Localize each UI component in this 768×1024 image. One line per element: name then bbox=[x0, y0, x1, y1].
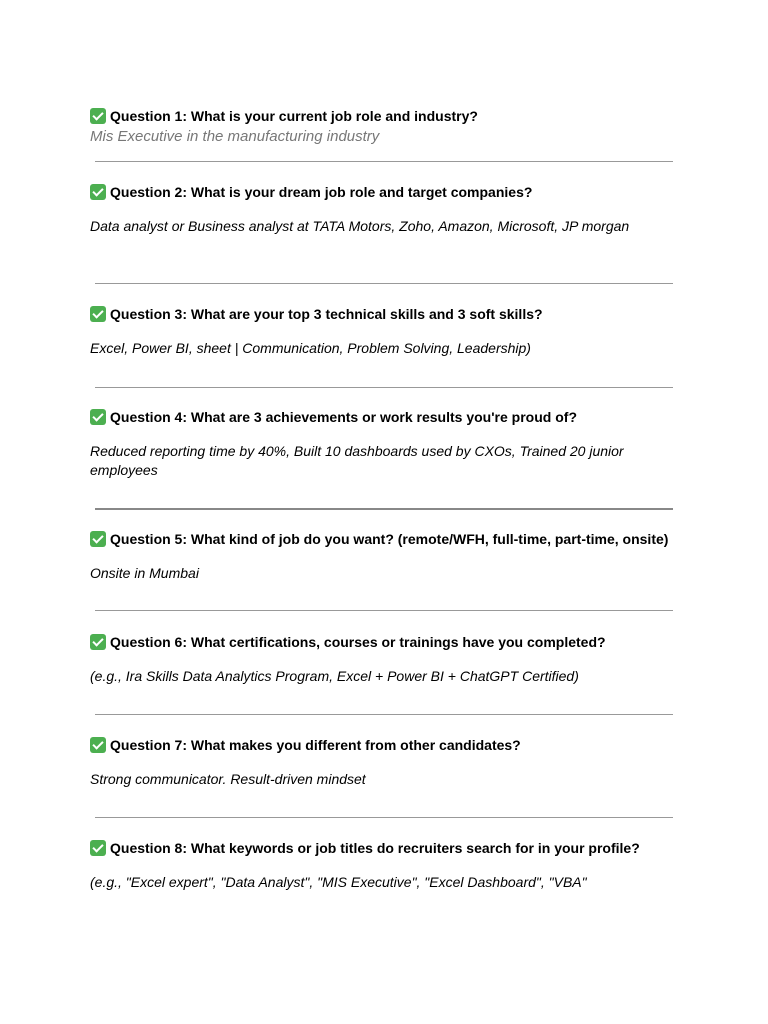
question-block-7 bbox=[90, 736, 680, 789]
divider-7 bbox=[95, 817, 673, 818]
divider-1 bbox=[95, 161, 673, 162]
question-heading-5 bbox=[90, 530, 680, 548]
question-heading-7 bbox=[90, 736, 680, 754]
answer-1: Mis Executive in the manufacturing industry bbox=[90, 128, 380, 145]
question-block-1 bbox=[90, 107, 680, 146]
check-mark-icon bbox=[90, 108, 106, 124]
question-block-6 bbox=[90, 633, 680, 686]
check-mark-icon bbox=[90, 409, 106, 425]
question-block-2 bbox=[90, 183, 680, 236]
check-mark-icon bbox=[90, 531, 106, 547]
question-heading-3 bbox=[90, 305, 680, 323]
question-label-1: Question 1: What is your current job role and industry? bbox=[110, 108, 478, 124]
answer-4: Reduced reporting time by 40%, Built 10 dashboards used by CXOs, Trained 20 junior employees bbox=[90, 443, 624, 478]
question-heading-1 bbox=[90, 107, 680, 125]
question-block-5 bbox=[90, 530, 680, 583]
answer-6: (e.g., Ira Skills Data Analytics Program, Excel + Power BI + ChatGPT Certified) bbox=[90, 668, 579, 684]
question-label-6: Question 6: What certifications, courses or trainings have you completed? bbox=[110, 634, 606, 650]
question-label-3: Question 3: What are your top 3 technical skills and 3 soft skills? bbox=[110, 306, 543, 322]
check-mark-icon bbox=[90, 306, 106, 322]
question-heading-2 bbox=[90, 183, 680, 201]
question-label-2: Question 2: What is your dream job role and target companies? bbox=[110, 184, 533, 200]
check-mark-icon bbox=[90, 737, 106, 753]
check-mark-icon bbox=[90, 840, 106, 856]
answer-2: Data analyst or Business analyst at TATA Motors, Zoho, Amazon, Microsoft, JP morgan bbox=[90, 218, 630, 234]
answer-5: Onsite in Mumbai bbox=[90, 565, 199, 581]
question-label-8: Question 8: What keywords or job titles do recruiters search for in your profile? bbox=[110, 840, 640, 856]
question-label-5: Question 5: What kind of job do you want? (remote/WFH, full-time, part-time, onsite) bbox=[110, 531, 669, 547]
question-label-7: Question 7: What makes you different from other candidates? bbox=[110, 737, 521, 753]
divider-2 bbox=[95, 283, 673, 284]
question-heading-6 bbox=[90, 633, 680, 651]
check-mark-icon bbox=[90, 184, 106, 200]
question-label-4: Question 4: What are 3 achievements or work results you're proud of? bbox=[110, 409, 577, 425]
answer-3: Excel, Power BI, sheet | Communication, Problem Solving, Leadership) bbox=[90, 340, 531, 356]
divider-4 bbox=[95, 508, 673, 510]
divider-3 bbox=[95, 387, 673, 388]
question-block-4 bbox=[90, 408, 680, 480]
divider-6 bbox=[95, 714, 673, 715]
question-heading-4 bbox=[90, 408, 680, 426]
question-block-3 bbox=[90, 305, 680, 358]
question-heading-8 bbox=[90, 839, 680, 857]
question-block-8 bbox=[90, 839, 680, 892]
divider-5 bbox=[95, 610, 673, 611]
answer-7: Strong communicator. Result-driven mindset bbox=[90, 771, 366, 787]
check-mark-icon bbox=[90, 634, 106, 650]
answer-8: (e.g., "Excel expert", "Data Analyst", "MIS Executive", "Excel Dashboard", "VBA" bbox=[90, 874, 587, 890]
